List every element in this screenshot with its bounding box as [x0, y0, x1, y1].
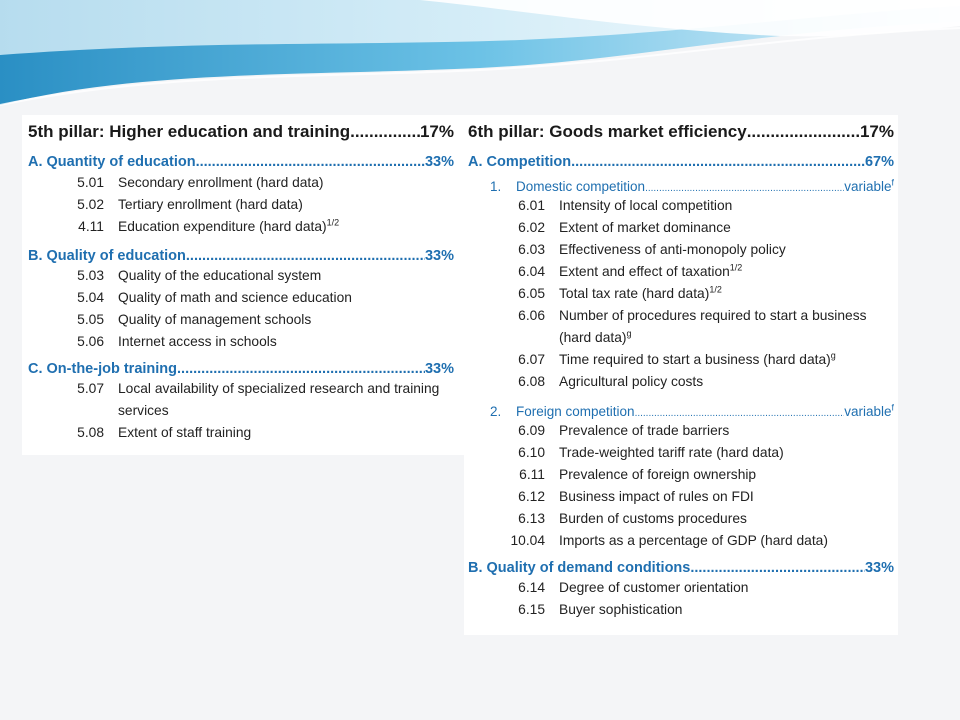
subsection-foreign-competition: 2. Foreign competition ..... variable$^f$ — [468, 399, 894, 419]
section-competition: A. Competition ..... 67% — [468, 150, 894, 170]
left-column — [28, 118, 454, 444]
list-item: 5.08 Extent of staff training — [77, 425, 252, 440]
list-item: 6.01 Intensity of local competition — [518, 198, 733, 213]
list-item: 6.10 Trade-weighted tariff rate (hard data) — [518, 445, 784, 460]
pillar-6-heading — [468, 118, 894, 142]
decorative-wave-header — [0, 0, 960, 120]
list-item: 6.06 Number of procedures required to start a business (hard data)$^g$ — [518, 308, 867, 345]
section-on-the-job-training: C. On-the-job training ..... 33% — [28, 357, 454, 377]
list-item: 6.04 Extent and effect of taxation$^{1/2}$ — [518, 262, 743, 279]
list-item: 10.04 Imports as a percentage of GDP (hard data) — [510, 533, 828, 548]
pillar-5-weight: 17% — [419, 122, 454, 141]
section-quantity-of-education: A. Quantity of education ..... 33% — [28, 150, 454, 170]
list-item: 5.06 Internet access in schools — [77, 334, 277, 349]
list-item: 5.02 Tertiary enrollment (hard data) — [77, 197, 303, 212]
list-item: 6.15 Buyer sophistication — [518, 602, 683, 617]
list-item: 6.09 Prevalence of trade barriers — [518, 423, 730, 438]
list-item: 4.11 Education expenditure (hard data)$^{1/2}$ — [78, 217, 340, 234]
list-item: 5.04 Quality of math and science education — [77, 290, 352, 305]
list-item: 6.14 Degree of customer orientation — [518, 580, 749, 595]
list-item: 6.07 Time required to start a business (hard data)$^g$ — [518, 350, 836, 367]
list-item: 6.13 Burden of customs procedures — [518, 511, 747, 526]
pillar-6-weight: 17% — [859, 122, 894, 141]
list-item: 5.05 Quality of management schools — [77, 312, 312, 327]
list-item: 6.05 Total tax rate (hard data)$^{1/2}$ — [518, 284, 722, 301]
right-column — [468, 118, 894, 621]
list-item: 6.03 Effectiveness of anti-monopoly policy — [518, 242, 786, 257]
list-item: 6.02 Extent of market dominance — [518, 220, 731, 235]
list-item: 5.01 Secondary enrollment (hard data) — [77, 175, 324, 190]
pillar-5-heading — [28, 118, 454, 142]
subsection-domestic-competition: 1. Domestic competition ..... variable$^f$ — [468, 174, 894, 194]
list-item: 5.07 Local availability of specialized research and training services — [77, 381, 440, 418]
list-item: 5.03 Quality of the educational system — [77, 268, 322, 283]
list-item: 6.08 Agricultural policy costs — [518, 374, 704, 389]
pillar-6-title: 6th pillar: Goods market efficiency — [468, 122, 747, 141]
list-item: 6.11 Prevalence of foreign ownership — [519, 467, 757, 482]
section-quality-of-demand-conditions: B. Quality of demand conditions ..... 33% — [468, 556, 894, 576]
pillar-5-title: 5th pillar: Higher education and training — [28, 122, 351, 141]
list-item: 6.12 Business impact of rules on FDI — [518, 489, 754, 504]
section-quality-of-education: B. Quality of education ..... 33% — [28, 244, 454, 264]
